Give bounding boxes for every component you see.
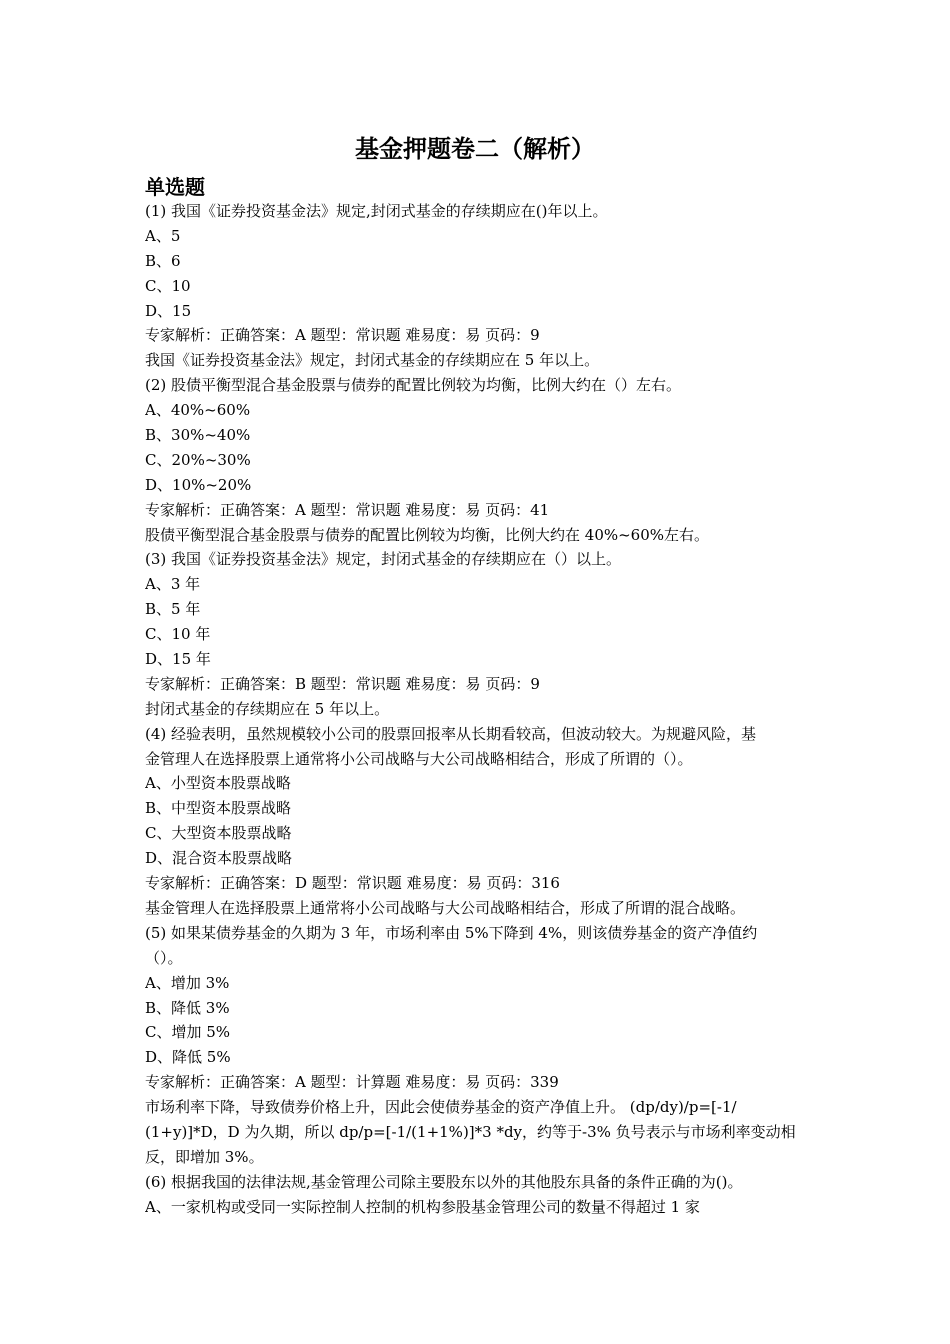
text-line: (6) 根据我国的法律法规,基金管理公司除主要股东以外的其他股东具备的条件正确的为()。 <box>145 1172 743 1191</box>
text-line: A、5 <box>145 226 181 245</box>
text-line: C、10 <box>145 276 191 295</box>
text-line: 股债平衡型混合基金股票与债券的配置比例较为均衡，比例大约在 40%~60%左右。 <box>145 525 710 544</box>
text-line: A、小型资本股票战略 <box>145 774 291 793</box>
text-line: B、降低 3% <box>145 998 230 1017</box>
text-line: C、10 年 <box>145 625 211 644</box>
text-line: B、30%~40% <box>145 426 251 445</box>
text-line: 反，即增加 3%。 <box>145 1147 264 1166</box>
section-heading: 单选题 <box>145 175 205 199</box>
text-line: C、大型资本股票战略 <box>145 824 292 843</box>
text-line: 市场利率下降，导致债券价格上升，因此会使债券基金的资产净值上升。 (dp/dy)/p=[-1/ <box>145 1098 737 1117</box>
text-line: D、混合资本股票战略 <box>145 849 293 868</box>
text-line: C、20%~30% <box>145 450 251 469</box>
text-line: 我国《证券投资基金法》规定，封闭式基金的存续期应在 5 年以上。 <box>145 351 600 370</box>
text-line: A、增加 3% <box>145 973 230 992</box>
text-line: (4) 经验表明，虽然规模较小公司的股票回报率从长期看较高，但波动较大。为规避风险，基 <box>145 724 757 743</box>
text-line: （）。 <box>145 948 183 967</box>
text-line: D、降低 5% <box>145 1048 231 1067</box>
text-line: B、6 <box>145 251 181 270</box>
text-line: A、一家机构或受同一实际控制人控制的机构参股基金管理公司的数量不得超过 1 家 <box>145 1197 700 1216</box>
text-line: (1) 我国《证券投资基金法》规定,封闭式基金的存续期应在()年以上。 <box>145 202 608 220</box>
text-line: (5) 如果某债券基金的久期为 3 年，市场利率由 5%下降到 4%，则该债券基金的资产净值约 <box>145 923 758 942</box>
text-line: 专家解析：正确答案：A 题型：常识题 难易度：易 页码：9 <box>145 326 540 345</box>
text-line: D、15 <box>145 301 192 320</box>
text-line: C、增加 5% <box>145 1023 231 1042</box>
text-line: 封闭式基金的存续期应在 5 年以上。 <box>145 699 390 718</box>
text-line: 专家解析：正确答案：D 题型：常识题 难易度：易 页码：316 <box>145 874 560 893</box>
text-line: (3) 我国《证券投资基金法》规定，封闭式基金的存续期应在（）以上。 <box>145 550 622 569</box>
document-body <box>145 199 810 1220</box>
text-line: (1+y)]*D，D 为久期，所以 dp/p=[-1/(1+1%)]*3 *dy，约等于-3% 负号表示与市场利率变动相 <box>145 1122 796 1141</box>
text-line: D、10%~20% <box>145 475 252 494</box>
text-line: A、3 年 <box>145 575 201 594</box>
document-title: 基金押题卷二（解析） <box>355 135 595 163</box>
text-line: (2) 股债平衡型混合基金股票与债券的配置比例较为均衡，比例大约在（）左右。 <box>145 376 682 395</box>
text-line: 专家解析：正确答案：A 题型：计算题 难易度：易 页码：339 <box>145 1073 559 1092</box>
text-line: 基金管理人在选择股票上通常将小公司战略与大公司战略相结合，形成了所谓的混合战略。 <box>145 898 746 917</box>
text-line: 专家解析：正确答案：B 题型：常识题 难易度：易 页码：9 <box>145 674 540 693</box>
text-line: B、中型资本股票战略 <box>145 799 292 818</box>
text-line: D、15 年 <box>145 650 211 669</box>
text-line: 金管理人在选择股票上通常将小公司战略与大公司战略相结合，形成了所谓的（）。 <box>145 749 693 768</box>
text-line: A、40%~60% <box>145 401 251 420</box>
text-line: 专家解析：正确答案：A 题型：常识题 难易度：易 页码：41 <box>145 500 550 519</box>
text-line: B、5 年 <box>145 600 201 619</box>
